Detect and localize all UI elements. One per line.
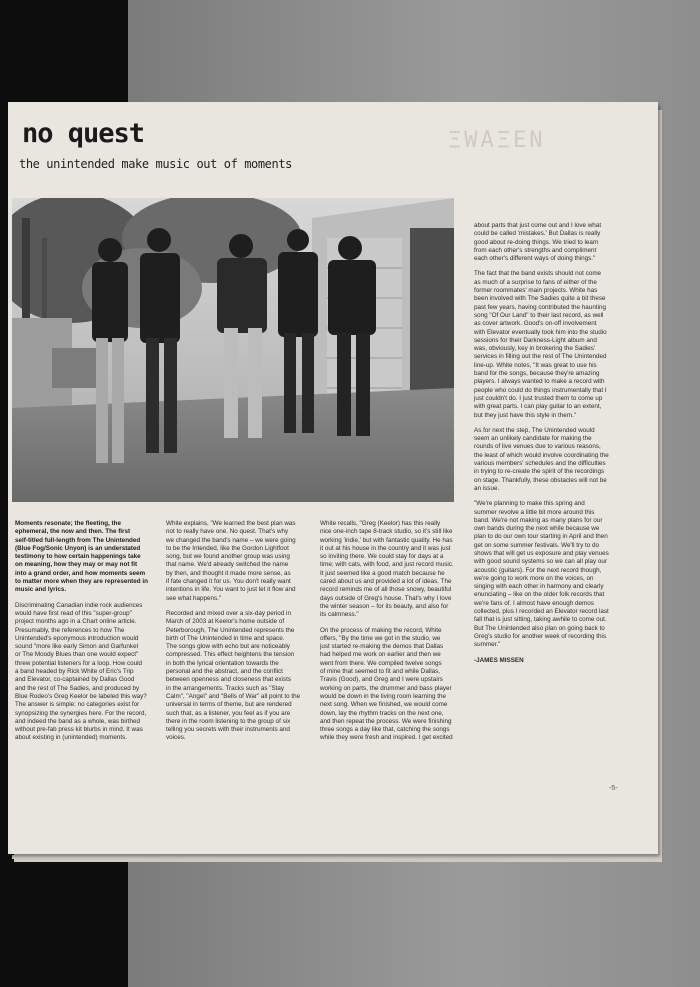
band-photo xyxy=(12,198,454,502)
bleed-through-text: ΞWAΞEN xyxy=(448,128,546,153)
article-column-4 xyxy=(474,222,616,672)
author-byline: -JAMES MISSEN xyxy=(474,656,524,664)
page-number: -5- xyxy=(609,785,618,792)
page-edge xyxy=(12,855,660,859)
magazine-page xyxy=(8,102,658,854)
body-paragraph: about parts that just come out and I love what could be called 'mistakes.' But Dallas is really good about re-doing things. We tried to learn from each other's strengths and compliment each other's different ways of doing things." xyxy=(474,222,602,263)
article-column-3 xyxy=(320,520,462,750)
lede-paragraph: Moments resonate; the fleeting, the ephemeral, the now and then. The first self-titled full-length from The Unintended (Blue Fog/Sonic Unyon) is an understated testimony to how certain happenings take on meaning, how they may or may not fit into a grand order, and how moments seem to matter more when they are represented in music and lyrics. xyxy=(15,520,148,594)
body-paragraph: Discriminating Canadian indie rock audiences would have first read of this "super-group" project months ago in a Chart online article. Presumably, the references to how The Unintended's eponymous introduction would sound "more like early Simon and Garfunkel or The Moody Blues than one would expect" threw potential listeners for a loop. How could a band headed by Rick White of Eric's Trip and Elevator, co-captained by Dallas Good and the rest of The Sadies, and produced by Blue Rodeo's Greg Keelor be labeled this way? The answer is simple: no categories exist for synopsizing the synergies here. For the record, and indeed the band as a whole, was birthed without pre-fab press kit blurbs in mind. It was about existing in (unintended) moments. xyxy=(15,601,147,742)
body-paragraph: On the process of making the record, White offers, "By the time we got in the studio, we just started re-making the demos that Dallas had helped me work on earlier and then we went from there. We compiled twelve songs of mine that seemed to fit and while Dallas, Travis (Good), and Greg and I were upstairs working on parts, the drummer and bass player would be down in the living room learning the next song. When we finished, we would come down, lay the rhythm tracks on the next one, and then repeat the process. We were finishing three songs a day like that, catching the songs while they were fresh and inspired. I get excited xyxy=(320,626,453,742)
body-paragraph: As for next the step, The Unintended would seem an unlikely candidate for making the rounds of live venues due to various reasons, the least of which would involve coordinating the various members' schedules and the difficulties in trying to re-create the spirit of the recordings on stage. Thankfully, these obstacles will not be an issue. xyxy=(474,426,609,492)
article-column-2 xyxy=(166,520,309,750)
article-column-1 xyxy=(15,520,158,750)
body-paragraph: Recorded and mixed over a six-day period in March of 2003 at Keelor's home outside of Peterborough, The Unintended represents the birth of The Unintended in time and space. The songs glow with echo but are noticeably compressed. This effect heightens the tension in both the lyrical orientation towards the personal and the abstract, and the conflict between openness and closeness that exists in the arrangements. Tracks such as "Stay Calm", "Angel" and "Bells of War" all point to the universal in terms of theme, but are rendered such that, as a listener, you feel as if you are there in the room listening to the group of six telling you secrets with their instruments and voices. xyxy=(166,609,301,742)
body-paragraph: White explains, "We learned the best plan was not to really have one. No quest. That's why we changed the band's name – we were going to be the Intended, like the Gordon Lightfoot song, but we found another group was using that name. We'd already switched the name by then, and thought it made more sense, as if fate changed it for us. You don't really want intentions in life. You want to just let it flow and see what happens." xyxy=(166,520,296,602)
headline: no quest xyxy=(22,118,145,149)
body-paragraph: White recalls, "Greg (Keelor) has this really nice one-inch tape 8-track studio, so it's still like working 'indie,' but with fantastic quality. He has it out at his house in the country and it was just so inviting there. We could stay for days at a time; with cats, with food, and just record music. It just seemed like a good match because he cared about us and provided a lot of ideas. The record reminds me of all those snowy, beautiful days outside of Greg's house. That's why I love the winter season – for its beauty, and also for its calmness." xyxy=(320,520,454,619)
body-paragraph: The fact that the band exists should not come as much of a surprise to fans of either of the former roommates' main projects. White has been involved with The Sadies quite a bit these past few years, having contributed the haunting song "Of Our Land" to their last record, as well as cover artwork. Good's on-off involvement with Elevator eventually took him into the studio sessions for their Darkness-Light album and was, obviously, key in brokering the Sadies' services in filling out the rest of The Unintended line-up. White notes, "It was great to use his band for the songs, because they're amazing players. I always wanted to make a record with people who could do things instrumentally that I just couldn't do. I just trusted them to come up with great parts. I can play guitar to an extent, but they just have this style in them." xyxy=(474,270,607,419)
subheadline: the unintended make music out of moments xyxy=(19,157,292,171)
body-paragraph: "We're planning to make this spring and summer revolve a little bit more around this band. We're not making as many plans for our own bands during the next while because we plan to do our own tour starting in April and then get on some summer festivals. We'll try to do shows that will get us exposure and play venues with good sound systems so we can all play our acoustic (guitars). For the next record though, we're going to work more on the voices, on singing with each other in harmony and clearly enunciating – like on the older folk records that we're fans of. I almost have enough demos collected, plus I recorded an Elevator record last fall that is just sitting, taking awhile to come out. But The Unintended also plan on going back to Greg's studio for another week of recording this summer." xyxy=(474,500,609,649)
